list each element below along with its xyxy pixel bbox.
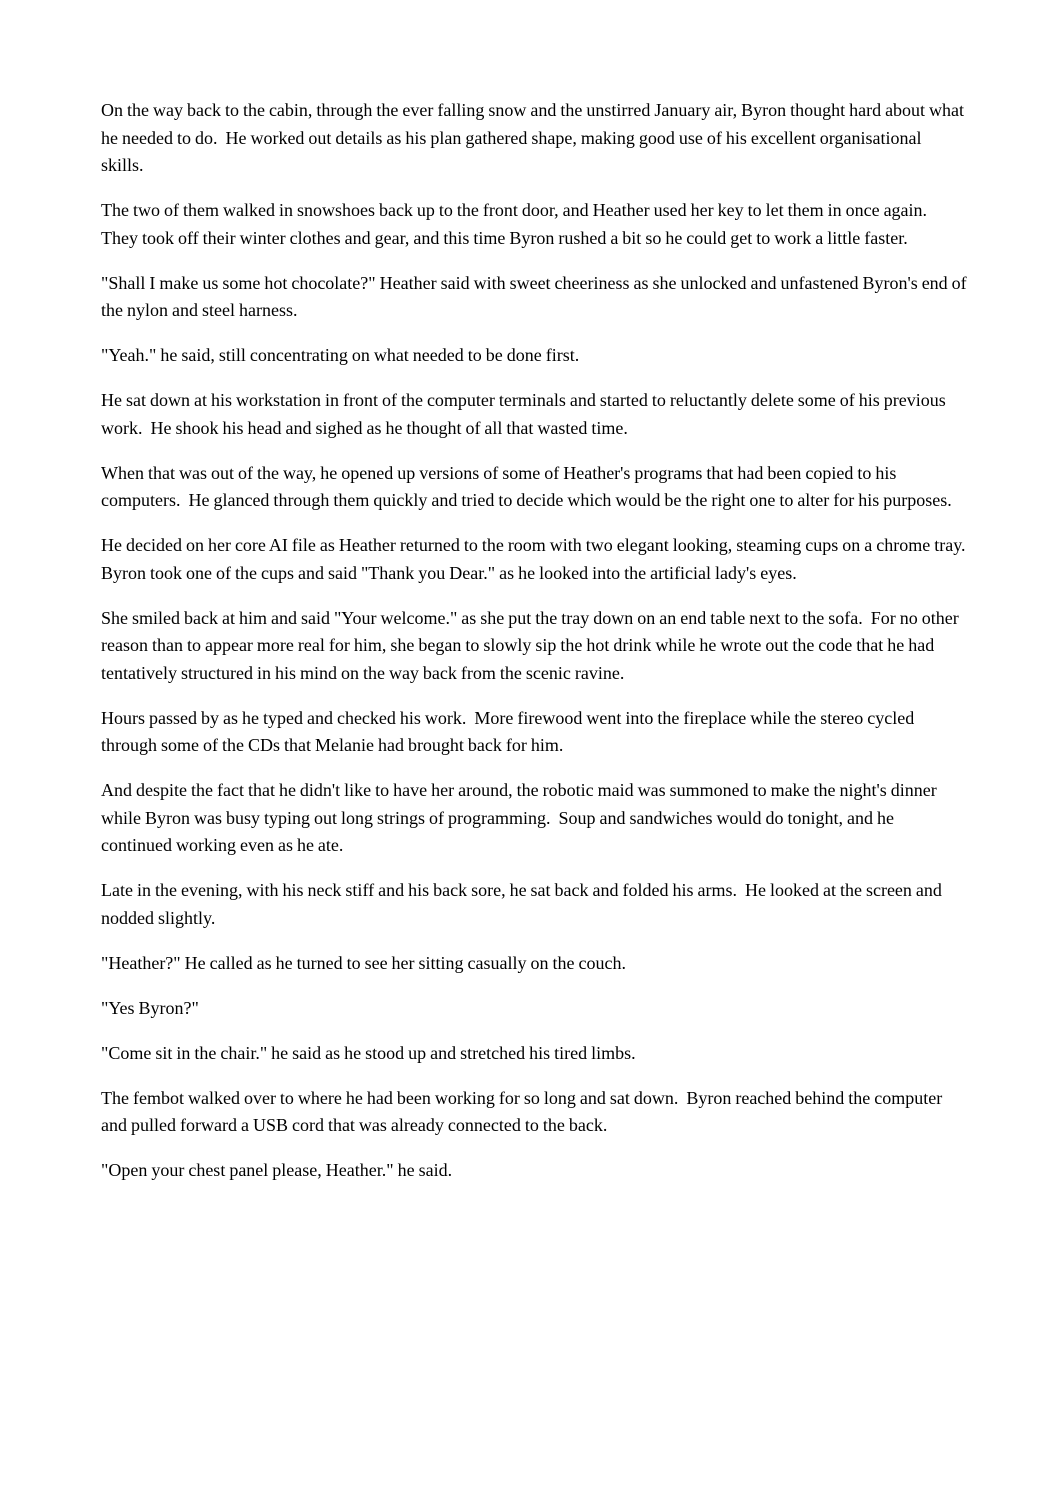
document-text: [101, 97, 974, 1202]
paragraph: Late in the evening, with his neck stiff and his back sore, he sat back and folded his arms. He looked at the screen and nodded slightly.: [101, 880, 946, 928]
paragraph: And despite the fact that he didn't like to have her around, the robotic maid was summoned to make the night's dinner while Byron was busy typing out long strings of programming. Soup and sandwiches would do tonight, and he continued working even as he ate.: [101, 780, 941, 855]
paragraph: "Open your chest panel please, Heather." he said.: [101, 1160, 453, 1180]
paragraph: "Yeah." he said, still concentrating on what needed to be done first.: [101, 345, 580, 365]
paragraph: Hours passed by as he typed and checked his work. More firewood went into the fireplace while the stereo cycled through some of the CDs that Melanie had brought back for him.: [101, 707, 919, 755]
paragraph: The fembot walked over to where he had been working for so long and sat down. Byron reached behind the computer and pulled forward a USB cord that was already connected to the back.: [101, 1087, 947, 1135]
paragraph: The two of them walked in snowshoes back up to the front door, and Heather used her key to let them in once again. They took off their winter clothes and gear, and this time Byron rushed a bit so he could get to work a little faster.: [101, 200, 935, 248]
paragraph: She smiled back at him and said "Your welcome." as she put the tray down on an end table next to the sofa. For no other reason than to appear more real for him, she began to slowly sip the hot drink while he wrote out the code that he had tentatively structured in his mind on the way back from the scenic ravine.: [101, 607, 963, 683]
paragraph: "Heather?" He called as he turned to see her sitting casually on the couch.: [101, 952, 626, 973]
paragraph: On the way back to the cabin, through the ever falling snow and the unstirred January air, Byron thought hard about what he needed to do. He worked out details as his plan gathered shape, making good use of his excellent organisational skills.: [101, 100, 969, 175]
paragraph: "Shall I make us some hot chocolate?" Heather said with sweet cheeriness as she unlocked and unfastened Byron's end of the nylon and steel harness.: [101, 272, 971, 320]
paragraph: He sat down at his workstation in front of the computer terminals and started to reluctantly delete some of his previous work. He shook his head and sighed as he thought of all that wasted time.: [101, 390, 950, 438]
paragraph: He decided on her core AI file as Heather returned to the room with two elegant looking, steaming cups on a chrome tray. Byron took one of the cups and said "Thank you Dear." as he looked into the artificial lady's eyes.: [101, 535, 974, 583]
paragraph: "Yes Byron?": [101, 997, 199, 1018]
paragraph: "Come sit in the chair." he said as he stood up and stretched his tired limbs.: [101, 1042, 636, 1063]
paragraph: When that was out of the way, he opened up versions of some of Heather's programs that had been copied to his computers. He glanced through them quickly and tried to decide which would be the right one to alter for his purposes.: [101, 462, 952, 510]
